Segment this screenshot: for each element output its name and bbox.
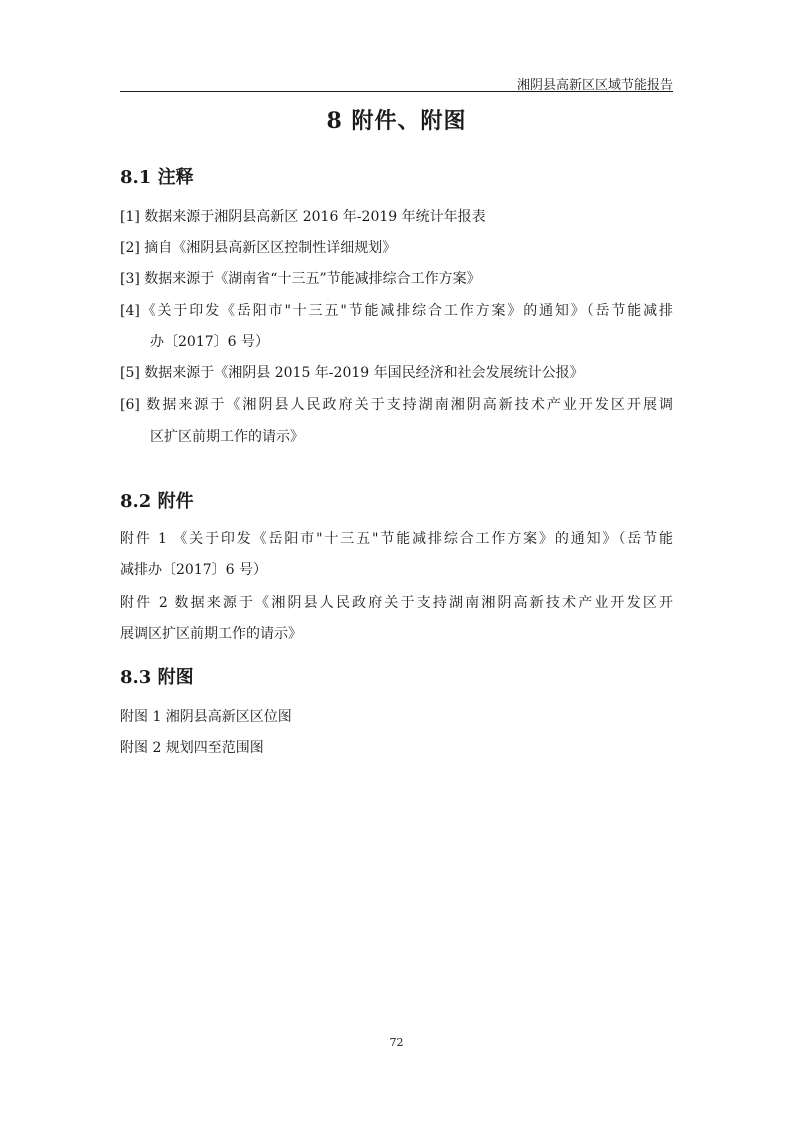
note-item-5: [5] 数据来源于《湘阴县 2015 年-2019 年国民经济和社会发展统计公报》	[120, 365, 584, 381]
attachment-item-1: 附件 1 《关于印发《岳阳市"十三五"节能减排综合工作方案》的通知》（岳节能	[120, 531, 673, 547]
note-item-2: [2] 摘自《湘阴县高新区区控制性详细规划》	[120, 240, 397, 256]
figure-item-2: 附图 2 规划四至范围图	[120, 740, 264, 756]
note-item-6: [6] 数据来源于《湘阴县人民政府关于支持湖南湘阴高新技术产业开发区开展调	[120, 397, 673, 413]
note-item-3: [3] 数据来源于《湖南省“十三五”节能减排综合工作方案》	[120, 271, 481, 287]
section-title-figures: 8.3 附图	[120, 667, 194, 688]
attachment-item-2-continued: 展调区扩区前期工作的请示》	[120, 626, 302, 642]
attachment-item-1-continued: 减排办〔2017〕6 号）	[120, 562, 267, 578]
running-header: 湘阴县高新区区域节能报告	[516, 78, 673, 93]
note-item-4: [4]《关于印发《岳阳市"十三五"节能减排综合工作方案》的通知》（岳节能减排	[120, 303, 673, 319]
note-item-6-continued: 区扩区前期工作的请示》	[150, 429, 304, 445]
header-divider	[120, 91, 673, 92]
note-item-1: [1] 数据来源于湘阴县高新区 2016 年-2019 年统计年报表	[120, 209, 486, 225]
note-item-4-continued: 办〔2017〕6 号）	[150, 334, 269, 350]
attachment-item-2: 附件 2 数据来源于《湘阴县人民政府关于支持湖南湘阴高新技术产业开发区开	[120, 595, 673, 611]
figure-item-1: 附图 1 湘阴县高新区区位图	[120, 709, 292, 725]
section-title-attachments: 8.2 附件	[120, 491, 194, 512]
chapter-title: 8 附件、附图	[326, 108, 467, 134]
section-title-notes: 8.1 注释	[120, 167, 194, 188]
page-number: 72	[389, 1036, 404, 1049]
